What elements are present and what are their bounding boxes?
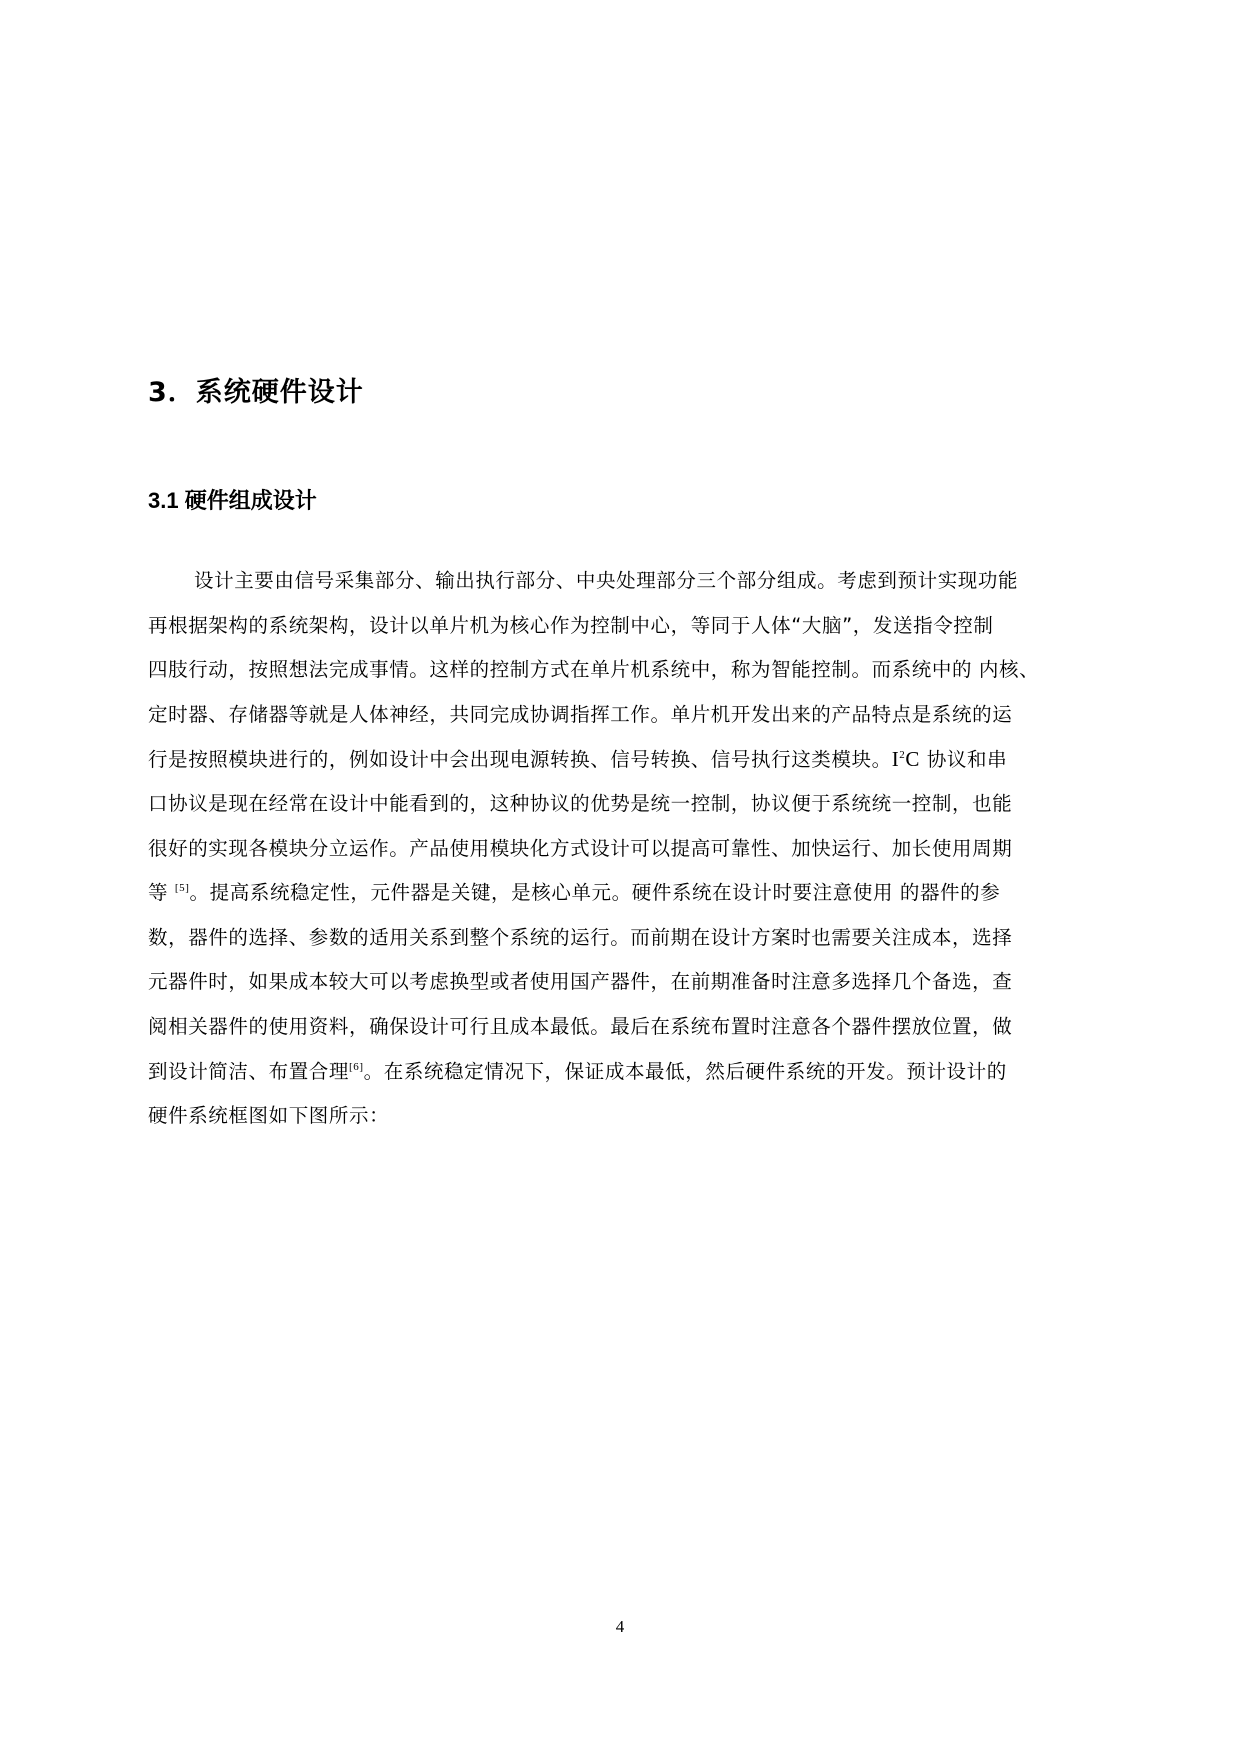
section-heading: 3.1 硬件组成设计 bbox=[148, 488, 317, 513]
paragraph-line bbox=[148, 737, 1088, 782]
paragraph-line bbox=[148, 871, 1088, 916]
chapter-heading: 3．系统硬件设计 bbox=[148, 377, 364, 408]
paragraph-line: 硬件系统框图如下图所示： bbox=[148, 1104, 390, 1128]
i2c-letter-i: I bbox=[891, 747, 900, 772]
citation-ref: [5] bbox=[174, 882, 190, 895]
citation-ref: [6] bbox=[349, 1060, 364, 1073]
paragraph-line: 数，器件的选择、参数的适用关系到整个系统的运行。而前期在设计方案时也需要关注成本，选择 bbox=[148, 925, 1013, 949]
line-text: 。提高系统稳定性，元件器是关键，是核心单元。硬件系统在设计时要注意使用 的器件的参 bbox=[189, 881, 1001, 905]
paragraph-line: 定时器、存储器等就是人体神经，共同完成协调指挥工作。单片机开发出来的产品特点是系统的运 bbox=[148, 702, 1013, 726]
paragraph-line: 四肢行动，按照想法完成事情。这样的控制方式在单片机系统中，称为智能控制。而系统中的 内核、 bbox=[148, 658, 1040, 682]
page-number: 4 bbox=[615, 1617, 625, 1636]
line-text: 到设计简洁、布置合理 bbox=[148, 1059, 350, 1083]
paragraph-line: 阅相关器件的使用资料，确保设计可行且成本最低。最后在系统布置时注意各个器件摆放位置，做 bbox=[148, 1014, 1013, 1038]
line-text: 。在系统稳定情况下，保证成本最低，然后硬件系统的开发。预计设计的 bbox=[363, 1059, 1007, 1083]
paragraph-line: 元器件时，如果成本较大可以考虑换型或者使用国产器件，在前期准备时注意多选择几个备选，查 bbox=[148, 970, 1013, 994]
i2c-letter-c: C bbox=[905, 747, 921, 772]
paragraph-line bbox=[148, 1050, 1088, 1095]
paragraph-line: 口协议是现在经常在设计中能看到的，这种协议的优势是统一控制，协议便于系统统一控制，也能 bbox=[148, 791, 1013, 815]
line-text: 等 bbox=[148, 881, 175, 905]
line-text: 行是按照模块进行的，例如设计中会出现电源转换、信号转换、信号执行这类模块。 bbox=[148, 748, 892, 772]
paragraph-line: 很好的实现各模块分立运作。产品使用模块化方式设计可以提高可靠性、加快运行、加长使用周期 bbox=[148, 836, 1013, 860]
paragraph-line: 设计主要由信号采集部分、输出执行部分、中央处理部分三个部分组成。考虑到预计实现功能 bbox=[194, 569, 1019, 592]
body-paragraph bbox=[148, 559, 1088, 1139]
paragraph-line: 再根据架构的系统架构，设计以单片机为核心作为控制中心，等同于人体“大脑”，发送指令控制 bbox=[148, 613, 994, 637]
line-text: 协议和串 bbox=[920, 748, 1008, 772]
i2c-superscript: 2 bbox=[899, 749, 906, 762]
